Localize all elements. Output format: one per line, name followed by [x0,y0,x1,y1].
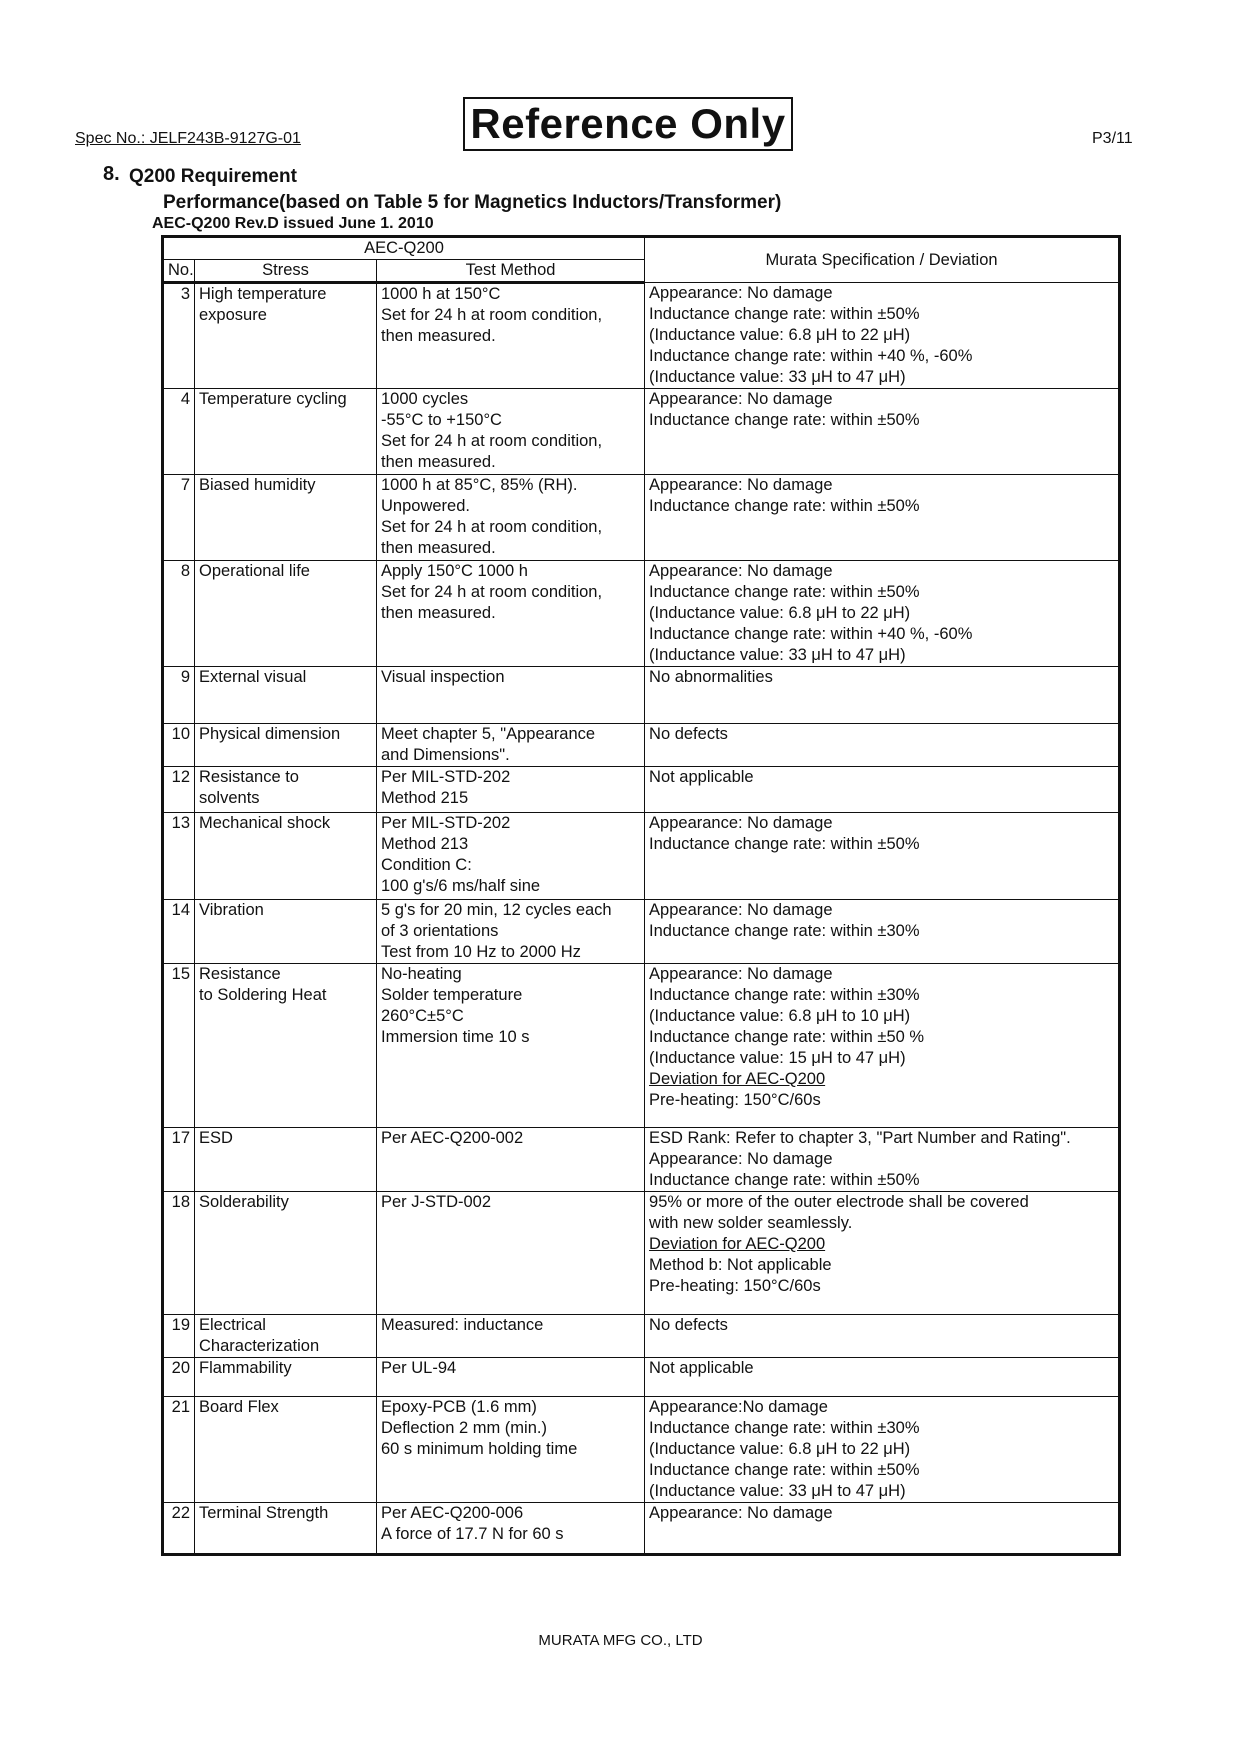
row-number [163,1192,195,1315]
row-number [163,1397,195,1503]
stress-cell-text: External visual [199,668,307,686]
table-row [163,389,1120,475]
test-method-cell-text: Meet chapter 5, "Appearance and Dimensions". [381,725,596,764]
test-method-cell-text: Visual inspection [381,668,505,686]
row-number [163,475,195,561]
stress-cell-text: Solderability [199,1193,289,1211]
row-number-text: 13 [171,814,190,832]
row-number-text: 8 [180,562,190,580]
stress-cell [195,1315,377,1358]
stress-cell-text: Flammability [199,1359,292,1377]
stress-cell-text: Terminal Strength [199,1504,329,1522]
stress-cell [195,767,377,813]
test-method-cell-text: Epoxy-PCB (1.6 mm) Deflection 2 mm (min.) 60 s minimum holding time [381,1398,578,1458]
stress-cell [195,1358,377,1397]
no-header: No. [163,260,195,283]
stress-header: Stress [195,260,377,283]
stress-cell [195,389,377,475]
q200-requirement-table [161,235,1121,1556]
spec-cell-text: Not applicable [649,768,754,786]
spec-cell-text: No defects [649,725,728,743]
section-title: Q200 Requirement [129,166,297,187]
test-method-cell-text: Per AEC-Q200-002 [381,1129,524,1147]
deviation-title: Deviation for AEC-Q200 [649,1070,826,1088]
table-row [163,1358,1120,1397]
row-number [163,900,195,964]
table-row [163,1192,1120,1315]
table-row [163,813,1120,900]
test-method-cell [377,767,645,813]
stress-cell [195,561,377,667]
test-method-cell-text: Per AEC-Q200-006 A force of 17.7 N for 60 s [381,1504,564,1543]
table-row [163,1315,1120,1358]
test-method-cell [377,283,645,389]
row-number-text: 14 [171,901,190,919]
spec-cell-text: Appearance: No damage Inductance change rate: within ±50% (Inductance value: 6.8 μH to 22 μH) Inductance change rate: within +40 %, -60% (Inductance value: 33 μH to 47 μH) [649,284,973,386]
table-row [163,283,1120,389]
stress-cell [195,283,377,389]
spec-cell [645,1192,1120,1315]
row-number-text: 18 [171,1193,190,1211]
test-method-cell-text: Per UL-94 [381,1359,457,1377]
spec-cell-text: Appearance: No damage Inductance change rate: within ±30% [649,901,920,940]
row-number [163,561,195,667]
row-number [163,724,195,767]
spec-cell [645,813,1120,900]
stress-cell-text: Board Flex [199,1398,279,1416]
stress-cell-text: High temperature exposure [199,285,327,324]
section-number: 8. [103,163,120,185]
stress-cell [195,724,377,767]
spec-cell [645,900,1120,964]
page-number: P3/11 [1092,130,1133,147]
stress-cell [195,1503,377,1555]
test-method-cell [377,561,645,667]
test-method-cell [377,1358,645,1397]
spec-cell [645,283,1120,389]
spec-cell [645,1397,1120,1503]
spec-cell [645,389,1120,475]
spec-cell-text: Appearance: No damage Inductance change rate: within ±50% [649,476,920,515]
table-row [163,1397,1120,1503]
row-number [163,1128,195,1192]
row-number [163,667,195,724]
stress-cell [195,964,377,1128]
table-row [163,900,1120,964]
stress-cell [195,1192,377,1315]
deviation-text: Method b: Not applicable Pre-heating: 150°C/60s [649,1256,832,1295]
row-number-text: 20 [171,1359,190,1377]
spec-cell [645,724,1120,767]
spec-cell-text: Not applicable [649,1359,754,1377]
deviation-title: Deviation for AEC-Q200 [649,1235,826,1253]
test-method-cell-text: 1000 cycles -55°C to +150°C Set for 24 h at room condition, then measured. [381,390,603,471]
test-method-cell [377,1128,645,1192]
spec-cell [645,475,1120,561]
test-method-cell [377,667,645,724]
stress-cell-text: Biased humidity [199,476,316,494]
row-number [163,1315,195,1358]
table-row [163,561,1120,667]
stress-cell-text: Resistance to Soldering Heat [199,965,327,1004]
test-method-header: Test Method [377,260,645,283]
table-row [163,964,1120,1128]
spec-cell [645,1503,1120,1555]
test-method-cell [377,389,645,475]
stress-cell-text: Physical dimension [199,725,341,743]
stress-cell [195,1397,377,1503]
spec-cell-text: Appearance: No damage Inductance change rate: within ±50% (Inductance value: 6.8 μH to 22 μH) Inductance change rate: within +40 %, -60% (Inductance value: 33 μH to 47 μH) [649,562,973,664]
stress-cell-text: Mechanical shock [199,814,331,832]
row-number-text: 4 [180,390,190,408]
test-method-cell [377,1503,645,1555]
table-row [163,724,1120,767]
row-number-text: 10 [171,725,190,743]
spec-cell-text: No defects [649,1316,728,1334]
row-number-text: 12 [171,768,190,786]
test-method-cell [377,813,645,900]
test-method-cell-text: No-heating Solder temperature 260°C±5°C Immersion time 10 s [381,965,530,1046]
stress-cell-text: ESD [199,1129,233,1147]
stress-cell-text: Vibration [199,901,264,919]
row-number [163,813,195,900]
stress-cell-text: Resistance to solvents [199,768,299,807]
test-method-cell [377,724,645,767]
row-number [163,389,195,475]
spec-cell [645,1128,1120,1192]
spec-cell-text: Appearance: No damage Inductance change rate: within ±50% [649,814,920,853]
spec-cell [645,561,1120,667]
test-method-cell [377,1192,645,1315]
stress-cell [195,1128,377,1192]
stress-cell-text: Operational life [199,562,310,580]
row-number-text: 9 [180,668,190,686]
reference-only-stamp: Reference Only [463,97,793,151]
table-row [163,767,1120,813]
spec-cell-text: Appearance: No damage [649,1504,833,1522]
stress-cell-text: Electrical Characterization [199,1316,320,1355]
row-number [163,1503,195,1555]
spec-cell-text: Appearance: No damage Inductance change rate: within ±50% [649,390,920,429]
test-method-cell-text: 5 g's for 20 min, 12 cycles each of 3 orientations Test from 10 Hz to 2000 Hz [381,901,612,961]
row-number-text: 21 [171,1398,190,1416]
company-footer: MURATA MFG CO., LTD [538,1632,703,1649]
table-row [163,667,1120,724]
spec-cell [645,964,1120,1128]
test-method-cell-text: 1000 h at 85°C, 85% (RH). Unpowered. Set for 24 h at room condition, then measured. [381,476,603,557]
test-method-cell [377,1397,645,1503]
test-method-cell-text: Per MIL-STD-202 Method 213 Condition C: 100 g's/6 ms/half sine [381,814,541,895]
spec-cell-text: Appearance:No damage Inductance change rate: within ±30% (Inductance value: 6.8 μH to 22 μH) Inductance change rate: within ±50% (Inductance value: 33 μH to 47 μH) [649,1398,920,1500]
spec-cell-text: ESD Rank: Refer to chapter 3, "Part Number and Rating". Appearance: No damage Inductance change rate: within ±50% [649,1129,1071,1189]
spec-cell-text: Appearance: No damage Inductance change rate: within ±30% (Inductance value: 6.8 μH to 10 μH) Inductance change rate: within ±50 % (Inductance value: 15 μH to 47 μH) [649,965,925,1067]
spec-cell [645,767,1120,813]
row-number-text: 19 [171,1316,190,1334]
murata-spec-header: Murata Specification / Deviation [645,237,1120,283]
test-method-cell-text: Per MIL-STD-202 Method 215 [381,768,511,807]
stress-cell [195,667,377,724]
stress-cell-text: Temperature cycling [199,390,347,408]
row-number-text: 15 [171,965,190,983]
test-method-cell-text: Measured: inductance [381,1316,544,1334]
spec-cell-text: No abnormalities [649,668,773,686]
table-row [163,1128,1120,1192]
stress-cell [195,813,377,900]
row-number [163,1358,195,1397]
aec-q200-group-header: AEC-Q200 [163,237,645,260]
row-number [163,283,195,389]
row-number-text: 7 [180,476,190,494]
test-method-cell [377,1315,645,1358]
table-row [163,475,1120,561]
row-number-text: 3 [180,285,190,303]
aec-issue-note: AEC-Q200 Rev.D issued June 1. 2010 [152,215,434,232]
stress-cell [195,900,377,964]
deviation-text: Pre-heating: 150°C/60s [649,1091,821,1109]
test-method-cell [377,964,645,1128]
test-method-cell-text: Per J-STD-002 [381,1193,492,1211]
test-method-cell-text: 1000 h at 150°C Set for 24 h at room condition, then measured. [381,285,603,345]
spec-cell [645,1358,1120,1397]
row-number-text: 17 [171,1129,190,1147]
test-method-cell-text: Apply 150°C 1000 h Set for 24 h at room condition, then measured. [381,562,603,622]
spec-cell [645,1315,1120,1358]
test-method-cell [377,900,645,964]
row-number [163,767,195,813]
spec-cell-text: 95% or more of the outer electrode shall be covered with new solder seamlessly. [649,1193,1029,1232]
row-number [163,964,195,1128]
stress-cell [195,475,377,561]
spec-number: Spec No.: JELF243B-9127G-01 [75,130,301,147]
performance-subtitle: Performance(based on Table 5 for Magnetics Inductors/Transformer) [163,192,782,213]
table-row [163,1503,1120,1555]
row-number-text: 22 [171,1504,190,1522]
spec-cell [645,667,1120,724]
test-method-cell [377,475,645,561]
